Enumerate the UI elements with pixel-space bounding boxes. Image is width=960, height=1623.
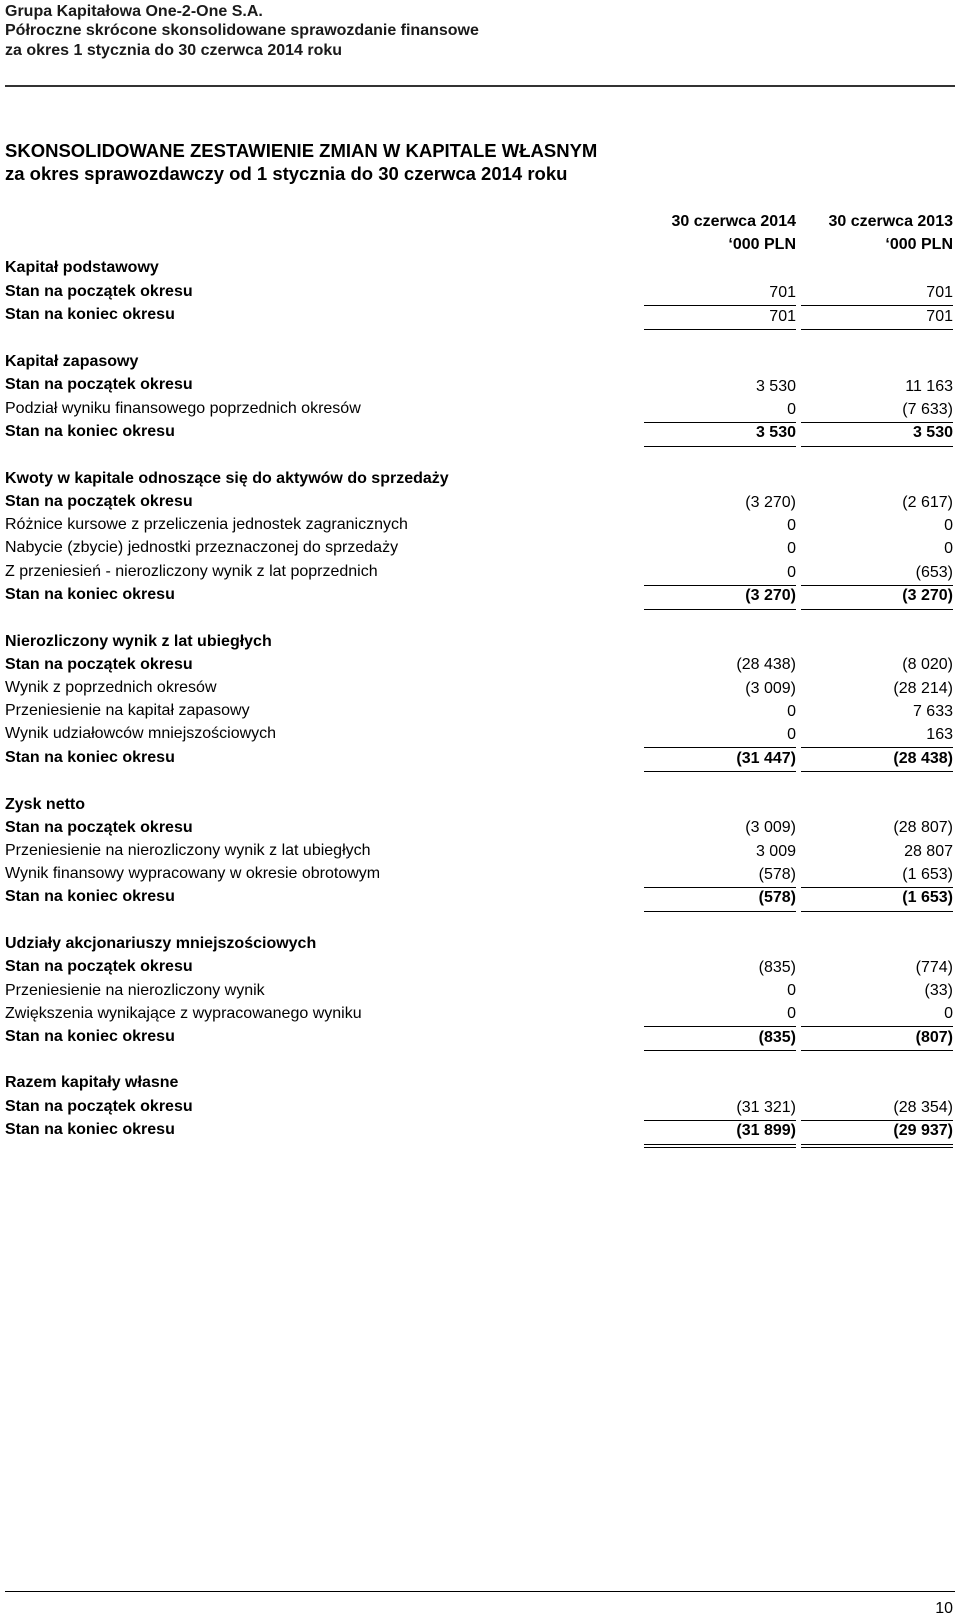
- row-label: Stan na początek okresu: [5, 1098, 193, 1115]
- row-value-2013: (8 020): [902, 656, 953, 673]
- row-value-2014: (31 321): [736, 1099, 796, 1116]
- row-value-2013: 701: [926, 308, 953, 325]
- row-value-2013: (1 653): [902, 866, 953, 883]
- double-underline: [644, 1144, 796, 1145]
- underline: [801, 1050, 953, 1051]
- double-underline: [644, 1147, 796, 1148]
- row-value-2013: 701: [926, 284, 953, 301]
- column-1-date: 30 czerwca 2014: [671, 213, 796, 230]
- row-label: Przeniesienie na nierozliczony wynik z lat ubiegłych: [5, 842, 371, 859]
- underline: [801, 771, 953, 772]
- row-value-2013: 7 633: [912, 703, 953, 720]
- row-label: Wynik z poprzednich okresów: [5, 679, 217, 696]
- row-value-2014: 0: [787, 703, 796, 720]
- row-value-2013: 0: [944, 1005, 953, 1022]
- row-label: Różnice kursowe z przeliczenia jednostek zagranicznych: [5, 516, 408, 533]
- row-value-2013: (33): [924, 982, 953, 999]
- row-value-2013: (774): [915, 959, 953, 976]
- statement-title: SKONSOLIDOWANE ZESTAWIENIE ZMIAN W KAPITALE WŁASNYM: [5, 140, 598, 161]
- row-label: Stan na początek okresu: [5, 819, 193, 836]
- row-value-2013: 11 163: [905, 378, 953, 395]
- row-label: Z przeniesień - nierozliczony wynik z lat poprzednich: [5, 563, 378, 580]
- statement-subtitle: za okres sprawozdawczy od 1 stycznia do 30 czerwca 2014 roku: [5, 163, 568, 184]
- report-name: Półroczne skrócone skonsolidowane sprawozdanie finansowe: [5, 22, 479, 39]
- row-value-2014: 3 009: [755, 843, 796, 860]
- underline: [644, 1050, 796, 1051]
- underline: [801, 1120, 953, 1121]
- underline: [801, 585, 953, 586]
- column-1-unit: ‘000 PLN: [728, 236, 796, 253]
- underline: [801, 329, 953, 330]
- row-value-2014: 0: [787, 726, 796, 743]
- row-label: Nabycie (zbycie) jednostki przeznaczonej do sprzedaży: [5, 539, 399, 556]
- row-value-2013: 3 530: [912, 424, 953, 441]
- underline: [644, 585, 796, 586]
- row-value-2013: 0: [944, 540, 953, 557]
- row-label: Stan na początek okresu: [5, 376, 193, 393]
- row-value-2014: (31 447): [736, 750, 796, 767]
- row-label: Stan na koniec okresu: [5, 888, 175, 905]
- underline: [644, 422, 796, 423]
- row-value-2014: (31 899): [736, 1122, 796, 1139]
- underline: [644, 1120, 796, 1121]
- row-value-2014: (3 270): [745, 494, 796, 511]
- section-heading: Kapitał zapasowy: [5, 353, 139, 370]
- underline: [801, 1026, 953, 1027]
- row-value-2013: (28 807): [893, 819, 953, 836]
- section-heading: Razem kapitały własne: [5, 1074, 179, 1091]
- underline: [644, 305, 796, 306]
- row-value-2014: 0: [787, 1005, 796, 1022]
- row-label: Wynik finansowy wypracowany w okresie obrotowym: [5, 865, 381, 882]
- header-divider: [5, 85, 955, 87]
- row-label: Stan na koniec okresu: [5, 1028, 175, 1045]
- row-value-2013: (1 653): [902, 889, 953, 906]
- underline: [644, 771, 796, 772]
- row-label: Przeniesienie na kapitał zapasowy: [5, 702, 250, 719]
- underline: [801, 609, 953, 610]
- row-label: Wynik udziałowców mniejszościowych: [5, 725, 277, 742]
- underline: [644, 911, 796, 912]
- row-label: Stan na początek okresu: [5, 493, 193, 510]
- row-value-2014: (28 438): [736, 656, 796, 673]
- section-heading: Nierozliczony wynik z lat ubiegłych: [5, 633, 272, 650]
- underline: [644, 1026, 796, 1027]
- row-value-2014: 0: [787, 540, 796, 557]
- underline: [644, 609, 796, 610]
- underline: [801, 887, 953, 888]
- underline: [801, 446, 953, 447]
- row-value-2014: 3 530: [755, 424, 796, 441]
- row-label: Stan na początek okresu: [5, 958, 193, 975]
- section-heading: Zysk netto: [5, 796, 86, 813]
- row-value-2013: 163: [926, 726, 953, 743]
- row-label: Stan na koniec okresu: [5, 306, 175, 323]
- row-value-2014: 701: [769, 284, 796, 301]
- row-value-2014: 0: [787, 401, 796, 418]
- row-value-2014: 0: [787, 982, 796, 999]
- page-number: 10: [935, 1600, 953, 1617]
- row-label: Zwiększenia wynikające z wypracowanego wyniku: [5, 1005, 362, 1022]
- row-value-2014: (835): [758, 1029, 796, 1046]
- row-value-2014: (3 009): [745, 680, 796, 697]
- row-value-2013: (807): [915, 1029, 953, 1046]
- row-label: Przeniesienie na nierozliczony wynik: [5, 982, 265, 999]
- row-label: Stan na początek okresu: [5, 656, 193, 673]
- row-label: Stan na początek okresu: [5, 283, 193, 300]
- row-value-2013: (653): [915, 564, 953, 581]
- row-value-2014: (3 009): [745, 819, 796, 836]
- underline: [801, 747, 953, 748]
- row-value-2013: (7 633): [902, 401, 953, 418]
- double-underline: [801, 1147, 953, 1148]
- row-value-2013: (2 617): [902, 494, 953, 511]
- column-2-unit: ‘000 PLN: [885, 236, 953, 253]
- row-label: Stan na koniec okresu: [5, 749, 175, 766]
- column-2-date: 30 czerwca 2013: [828, 213, 953, 230]
- report-period: za okres 1 stycznia do 30 czerwca 2014 roku: [5, 42, 343, 59]
- row-value-2014: 701: [769, 308, 796, 325]
- row-value-2013: (3 270): [902, 587, 953, 604]
- section-heading: Udziały akcjonariuszy mniejszościowych: [5, 935, 317, 952]
- row-value-2013: (28 354): [893, 1099, 953, 1116]
- row-value-2014: (578): [758, 889, 796, 906]
- underline: [801, 422, 953, 423]
- row-value-2014: (3 270): [745, 587, 796, 604]
- row-value-2013: (28 214): [893, 680, 953, 697]
- row-value-2014: (835): [758, 959, 796, 976]
- row-value-2014: (578): [758, 866, 796, 883]
- underline: [801, 305, 953, 306]
- double-underline: [801, 1144, 953, 1145]
- row-value-2014: 0: [787, 564, 796, 581]
- row-value-2013: 28 807: [904, 843, 953, 860]
- row-value-2014: 3 530: [755, 378, 796, 395]
- row-value-2014: 0: [787, 517, 796, 534]
- underline: [644, 329, 796, 330]
- section-heading: Kwoty w kapitale odnoszące się do aktywów do sprzedaży: [5, 470, 449, 487]
- row-value-2013: (29 937): [893, 1122, 953, 1139]
- underline: [644, 446, 796, 447]
- row-value-2013: 0: [944, 517, 953, 534]
- company-name: Grupa Kapitałowa One-2-One S.A.: [5, 3, 263, 20]
- row-label: Stan na koniec okresu: [5, 1121, 175, 1138]
- row-label: Stan na koniec okresu: [5, 586, 175, 603]
- underline: [644, 747, 796, 748]
- row-label: Podział wyniku finansowego poprzednich okresów: [5, 400, 361, 417]
- row-label: Stan na koniec okresu: [5, 423, 175, 440]
- underline: [644, 887, 796, 888]
- footer-divider: [5, 1591, 955, 1592]
- section-heading: Kapitał podstawowy: [5, 259, 159, 276]
- underline: [801, 911, 953, 912]
- row-value-2013: (28 438): [893, 750, 953, 767]
